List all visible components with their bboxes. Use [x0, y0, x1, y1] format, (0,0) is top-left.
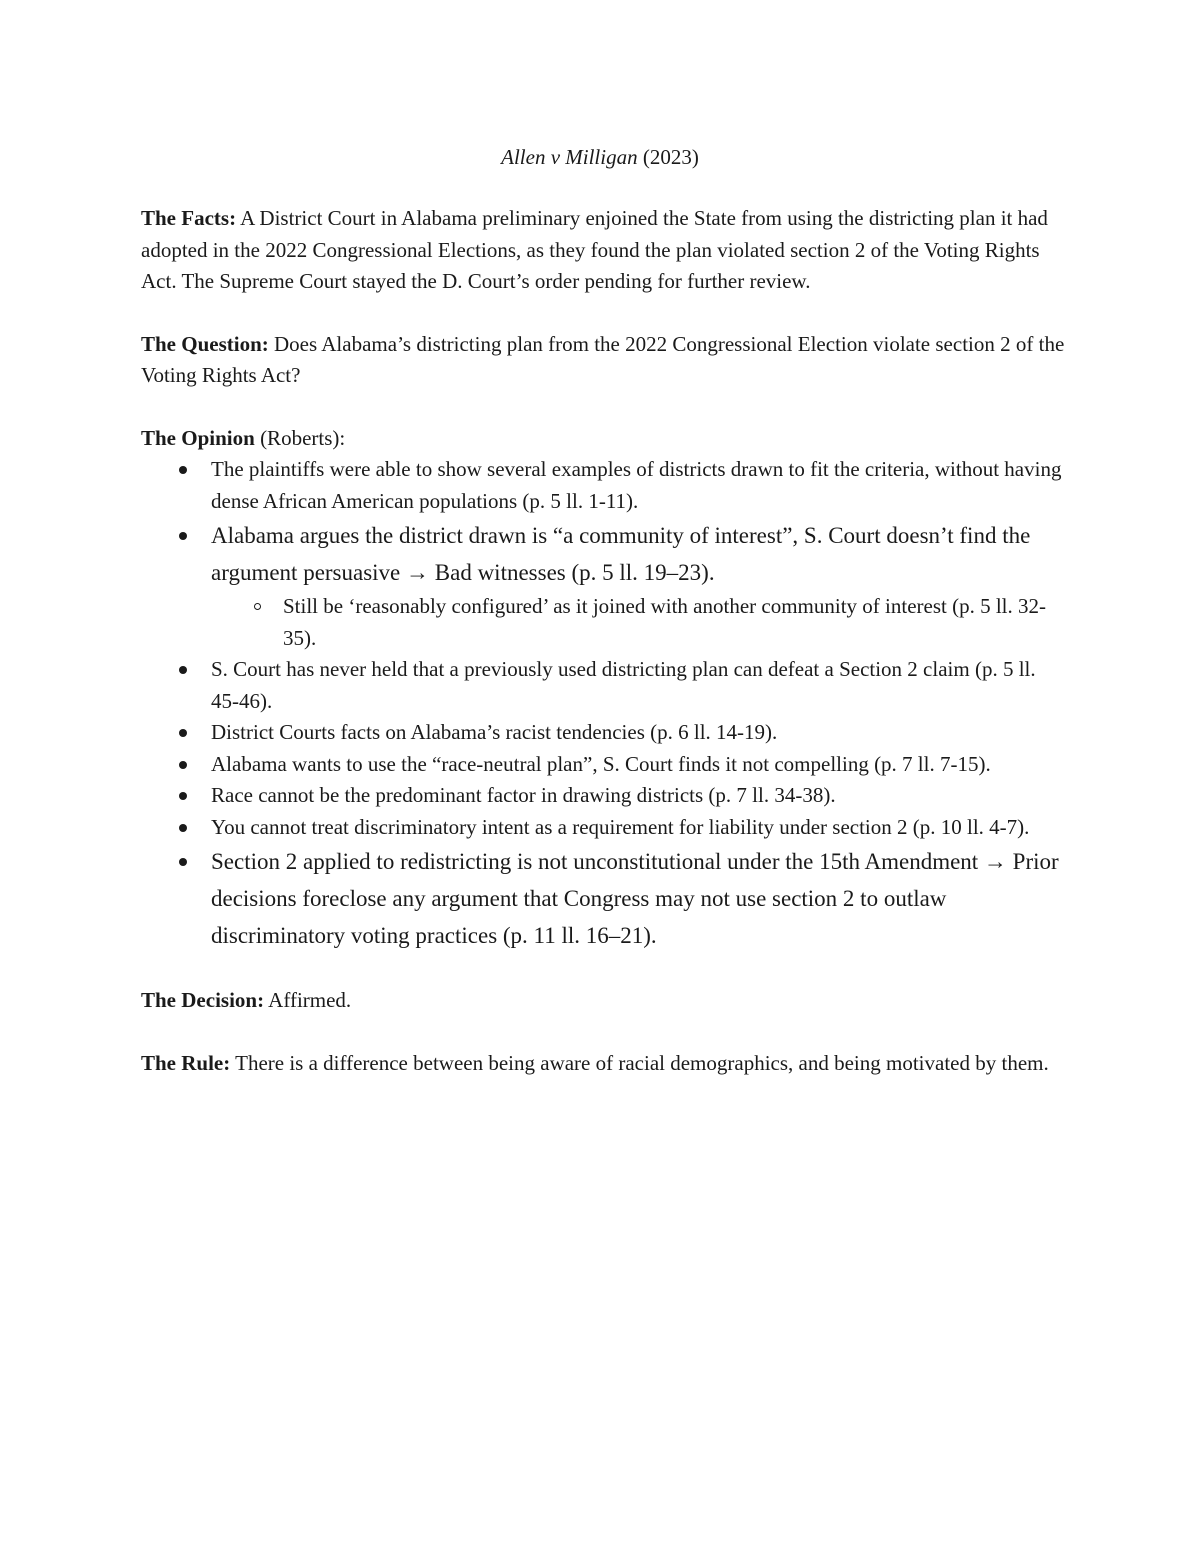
bullet-text: Alabama argues the district drawn is “a community of interest”, S. Court doesn’t find the argument persuasive → Bad witnesses (p. 5 ll. 19–23).	[211, 523, 1031, 585]
bullet-text: You cannot treat discriminatory intent as a requirement for liability under section 2 (p. 10 ll. 4-7).	[211, 814, 1030, 839]
decision-text: Affirmed.	[268, 988, 352, 1012]
opinion-author: (Roberts):	[260, 425, 346, 450]
opinion-bullet-list	[141, 454, 1066, 954]
opinion-sub-bullet-list	[211, 591, 1066, 654]
opinion-bullet	[141, 843, 1066, 954]
bullet-text: S. Court has never held that a previously used districting plan can defeat a Section 2 claim (p. 5 ll. 45-46).	[211, 657, 1036, 713]
decision-section	[141, 985, 1066, 1017]
opinion-bullet	[141, 517, 1066, 654]
rule-label: The Rule:	[141, 1050, 231, 1075]
decision-label: The Decision:	[141, 988, 265, 1012]
document-title	[0, 142, 1200, 173]
opinion-bullet	[141, 454, 1066, 517]
question-label: The Question:	[141, 331, 269, 356]
opinion-bullet	[141, 717, 1066, 749]
case-year: (2023)	[642, 145, 699, 169]
rule-text: There is a difference between being aware of racial demographics, and being motivated by them.	[235, 1050, 1049, 1075]
question-text: Does Alabama’s districting plan from the 2022 Congressional Election violate section 2 of the Voting Rights Act?	[141, 331, 1065, 387]
document-body	[141, 203, 1066, 1079]
facts-section	[141, 203, 1066, 298]
opinion-bullet	[141, 812, 1066, 844]
opinion-bullet	[141, 749, 1066, 781]
rule-section	[141, 1048, 1066, 1080]
opinion-bullet	[141, 654, 1066, 717]
opinion-label: The Opinion	[141, 425, 255, 450]
case-name: Allen v Milligan	[501, 145, 638, 169]
question-section	[141, 329, 1066, 392]
opinion-sub-bullet	[211, 591, 1066, 654]
opinion-heading	[141, 423, 1066, 455]
facts-label: The Facts:	[141, 206, 237, 230]
facts-text: A District Court in Alabama preliminary enjoined the State from using the districting plan it had adopted in the 2022 Congressional Elections, as they found the plan violated section 2 of the Voting Rights Act. The Supreme Court stayed the D. Court’s order pending for further review.	[141, 206, 1048, 293]
bullet-text: Race cannot be the predominant factor in drawing districts (p. 7 ll. 34-38).	[211, 783, 836, 807]
bullet-text: The plaintiffs were able to show several examples of districts drawn to fit the criteria, without having dense African American populations (p. 5 ll. 1-11).	[211, 457, 1062, 513]
sub-bullet-text: Still be ‘reasonably configured’ as it joined with another community of interest (p. 5 ll. 32-35).	[283, 594, 1047, 650]
opinion-section	[141, 423, 1066, 955]
bullet-text: Alabama wants to use the “race-neutral plan”, S. Court finds it not compelling (p. 7 ll. 7-15).	[211, 751, 991, 776]
bullet-text: Section 2 applied to redistricting is not unconstitutional under the 15th Amendment → Prior decisions foreclose any argument that Congress may not use section 2 to outlaw discriminatory voting practices (p. 11 ll. 16–21).	[211, 849, 1059, 948]
bullet-text: District Courts facts on Alabama’s racist tendencies (p. 6 ll. 14-19).	[211, 720, 778, 744]
opinion-bullet	[141, 780, 1066, 812]
